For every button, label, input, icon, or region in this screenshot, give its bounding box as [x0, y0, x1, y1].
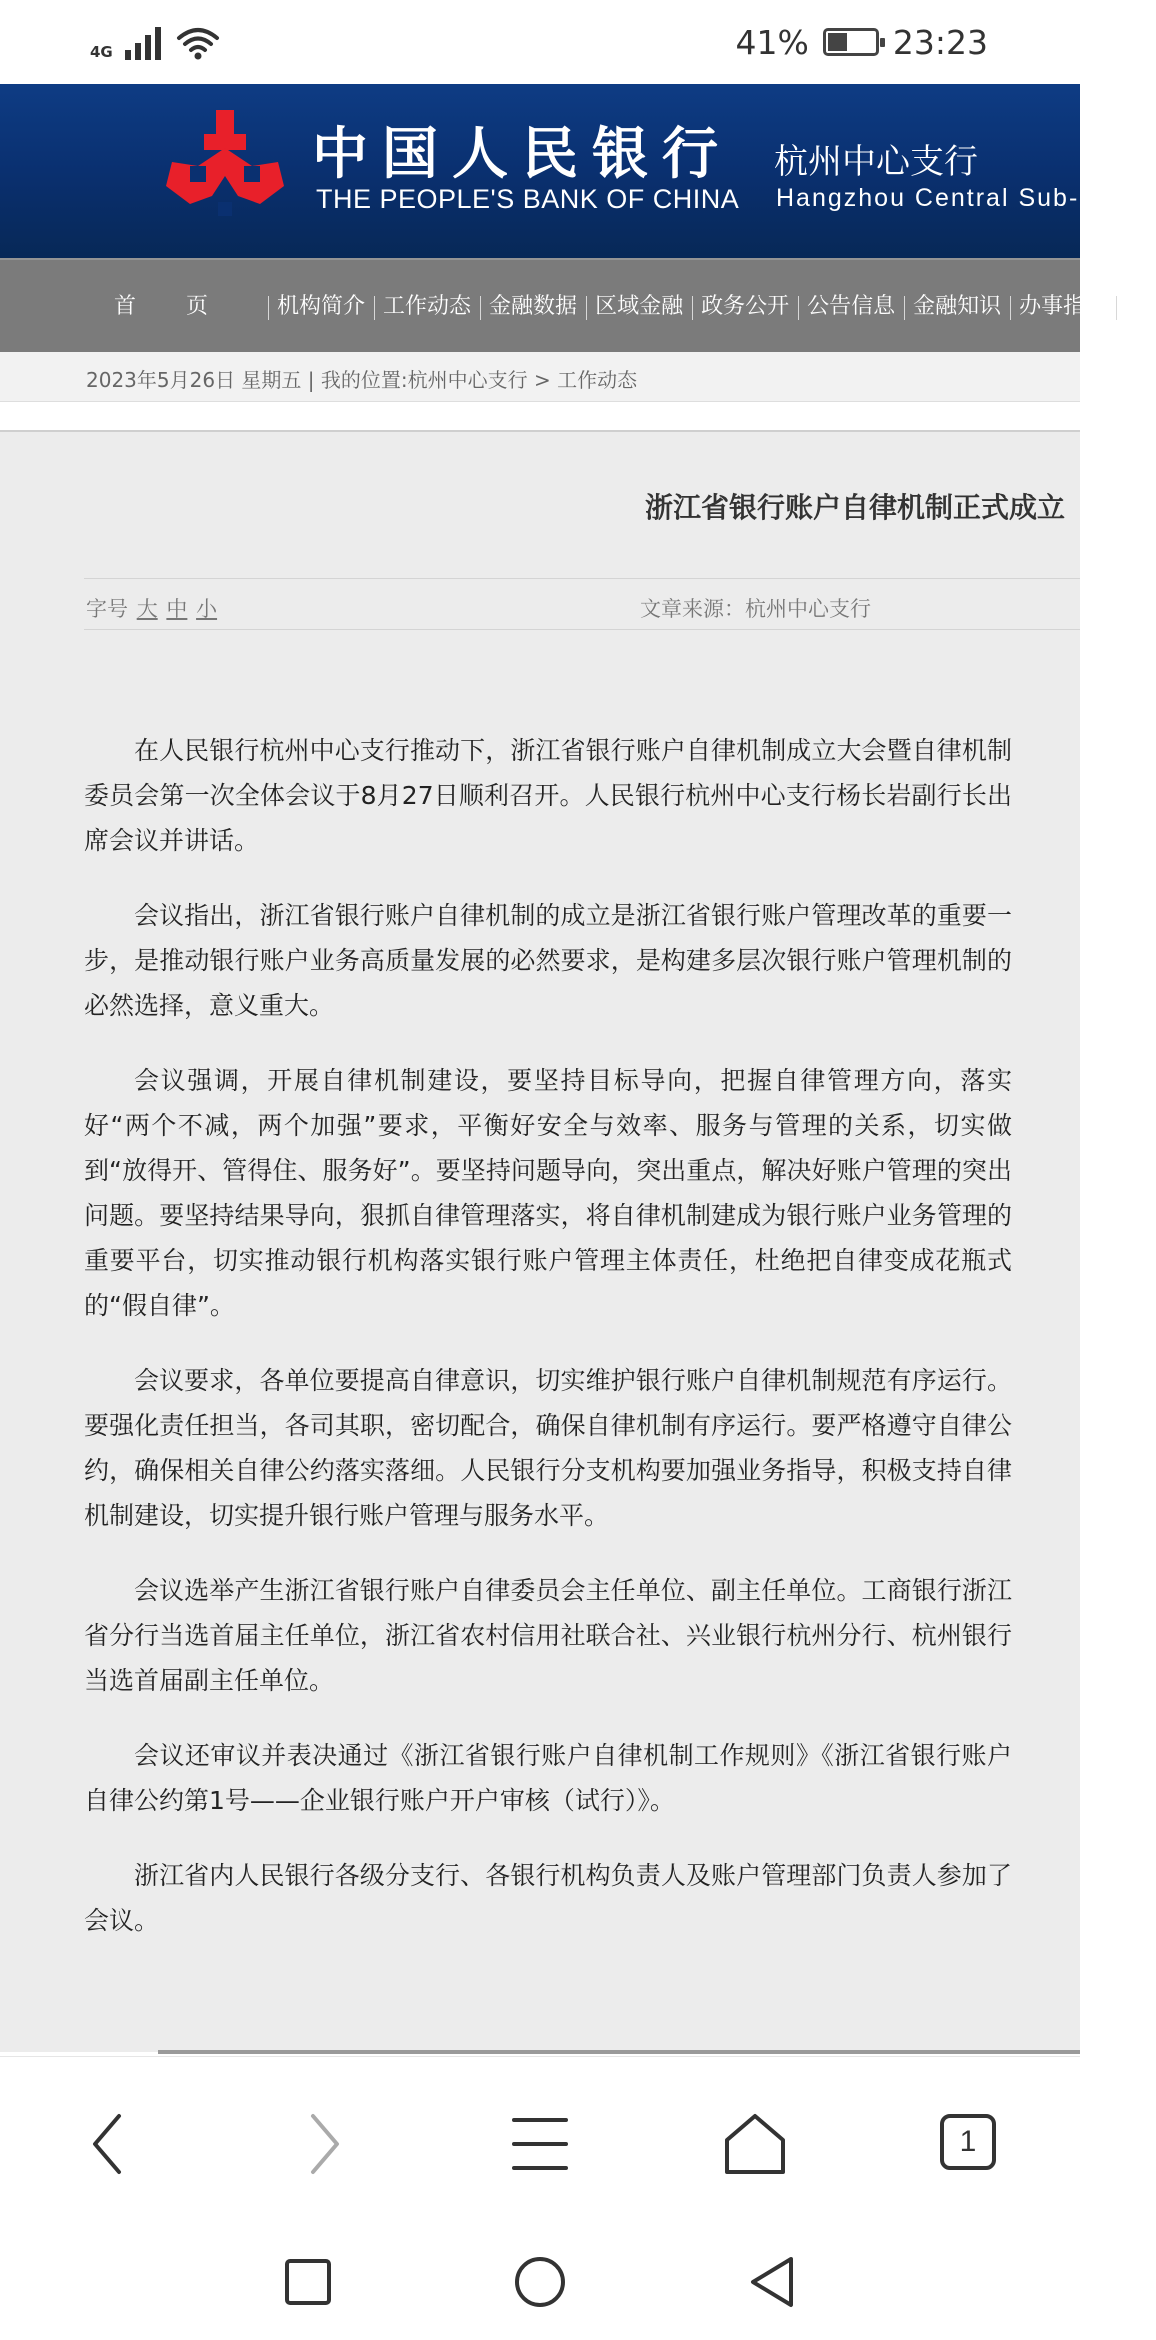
font-size-small-button[interactable]: 小: [196, 597, 218, 621]
network-type: [90, 45, 113, 60]
system-back-button[interactable]: [740, 2250, 804, 2314]
nav-item-about[interactable]: 机构简介: [268, 260, 374, 354]
article-paragraph: 会议强调，开展自律机制建设，要坚持目标导向，把握自律管理方向，落实好“两个不减，两个加强”要求，平衡好安全与效率、服务与管理的关系，切实做到“放得开、管得住、服务好”。要坚持问题导向，突出重点，解决好账户管理的突出问题。要坚持结果导向，狠抓自律管理落实，将自律机制建成为银行账户业务管理的重要平台，切实推动银行机构落实银行账户管理主体责任，杜绝把自律变成花瓶式的“假自律”。: [84, 1066, 1012, 1320]
breadcrumb-bar: [0, 352, 1080, 402]
home-button[interactable]: [720, 2109, 790, 2179]
site-header: [0, 84, 1138, 258]
triangle-back-icon: [747, 2255, 797, 2309]
status-right: [736, 16, 988, 68]
article-meta: [84, 578, 1080, 630]
nav-list: [90, 260, 1156, 354]
pboc-logo-icon[interactable]: [160, 104, 290, 224]
recent-apps-button[interactable]: [276, 2250, 340, 2314]
status-bar: [0, 0, 1080, 84]
article-paragraph: 会议指出，浙江省银行账户自律机制的成立是浙江省银行账户管理改革的重要一步，是推动银行账户业务高质量发展的必然要求，是构建多层次银行账户管理机制的必然选择，意义重大。: [84, 901, 1012, 1020]
forward-button[interactable]: [290, 2109, 360, 2179]
nav-item-financial-knowledge[interactable]: 金融知识: [904, 260, 1010, 354]
square-icon: [284, 2258, 332, 2306]
clock: 23:23: [892, 22, 988, 62]
horizontal-scrollbar[interactable]: [158, 2050, 1080, 2054]
nav-item-hot[interactable]: 热: [1116, 260, 1156, 354]
signal-icon: [125, 26, 161, 60]
nav-item-news[interactable]: 工作动态: [374, 260, 480, 354]
tab-count-icon: 1: [940, 2114, 996, 2170]
bank-name-chinese: 中国人民银行: [312, 121, 732, 187]
article-title: 浙江省银行账户自律机制正式成立: [645, 491, 1066, 524]
nav-item-regional-finance[interactable]: 区域金融: [586, 260, 692, 354]
font-size-label: 字号: [86, 597, 128, 621]
font-size-large-button[interactable]: 大: [136, 597, 158, 621]
nav-item-home[interactable]: 首页: [114, 294, 259, 319]
system-home-button[interactable]: [508, 2250, 572, 2314]
branch-name-english: Hangzhou Central Sub-bran: [776, 184, 1138, 212]
article-source: 文章来源：杭州中心支行: [640, 597, 871, 621]
article-paragraph: 会议要求，各单位要提高自律意识，切实维护银行账户自律机制规范有序运行。要强化责任担当，各司其职，密切配合，确保自律机制有序运行。要严格遵守自律公约，确保相关自律公约落实落细。人民银行分支机构要加强业务指导，积极支持自律机制建设，切实提升银行账户管理与服务水平。: [84, 1366, 1012, 1530]
menu-button[interactable]: [505, 2109, 575, 2179]
nav-item-financial-data[interactable]: 金融数据: [480, 260, 586, 354]
breadcrumb: 2023年5月26日 星期五 | 我的位置:杭州中心支行 > 工作动态: [86, 368, 638, 392]
main-nav: [0, 258, 1148, 352]
font-size-medium-button[interactable]: 中: [166, 597, 188, 621]
nav-item-announcements[interactable]: 公告信息: [798, 260, 904, 354]
chevron-left-icon: [87, 2112, 127, 2176]
article-paragraph: 会议还审议并表决通过《浙江省银行账户自律机制工作规则》《浙江省银行账户自律公约第1号——企业银行账户开户审核（试行）》。: [84, 1741, 1012, 1815]
nav-item-government-affairs[interactable]: 政务公开: [692, 260, 798, 354]
tabs-button[interactable]: [935, 2109, 1005, 2179]
font-size-control: [86, 593, 217, 623]
nav-item-service-guide[interactable]: 办事指南: [1010, 260, 1116, 354]
bank-name-english: THE PEOPLE'S BANK OF CHINA: [316, 184, 740, 214]
circle-icon: [513, 2255, 567, 2309]
status-left: [90, 20, 219, 60]
chevron-right-icon: [305, 2112, 345, 2176]
browser-toolbar: [0, 2056, 1080, 2226]
article-paragraph: 在人民银行杭州中心支行推动下，浙江省银行账户自律机制成立大会暨自律机制委员会第一次全体会议于8月27日顺利召开。人民银行杭州中心支行杨长岩副行长出席会议并讲话。: [84, 736, 1012, 855]
home-icon: [722, 2112, 788, 2176]
back-button[interactable]: [72, 2109, 142, 2179]
branch-name-chinese: 杭州中心支行: [774, 142, 978, 182]
system-nav-bar: [0, 2226, 1080, 2340]
article-paragraph: 浙江省内人民银行各级分支行、各银行机构负责人及账户管理部门负责人参加了会议。: [84, 1861, 1012, 1935]
menu-icon: [510, 2114, 570, 2174]
article-paragraph: 会议选举产生浙江省银行账户自律委员会主任单位、副主任单位。工商银行浙江省分行当选首届主任单位，浙江省农村信用社联合社、兴业银行杭州分行、杭州银行当选首届副主任单位。: [84, 1576, 1012, 1695]
article-body: [84, 728, 1012, 1973]
battery-percent: 41%: [735, 22, 809, 62]
network-label: 4G: [90, 43, 113, 61]
wifi-icon: [177, 26, 219, 60]
battery-icon: [823, 28, 879, 56]
article-container: [0, 430, 1080, 2052]
